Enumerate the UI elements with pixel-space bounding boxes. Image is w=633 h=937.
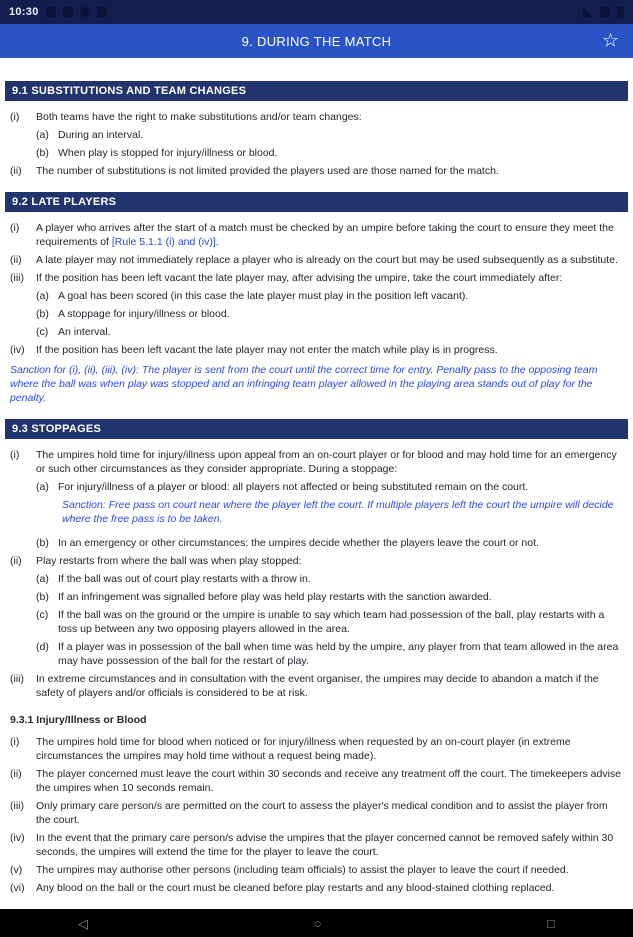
item-number: (iii) <box>10 272 24 284</box>
list-item <box>0 221 633 249</box>
subsection-heading: 9.3.1 Injury/Illness or Blood <box>10 714 147 726</box>
item-text-part: A player who arrives after the start of a match must be checked by an umpire before taking the court to ensure they meet the requirements of <box>36 222 614 248</box>
android-nav-bar <box>0 909 633 937</box>
home-icon[interactable]: ○ <box>313 915 322 931</box>
rule-section <box>0 192 633 405</box>
rule-section <box>0 81 633 178</box>
list-item <box>0 448 633 476</box>
item-text: A late player may not immediately replace a player who is already on the court but may be used subsequently as a substitute. <box>36 254 618 266</box>
item-text: If the position has been left vacant the late player may not enter the match while play is in progress. <box>36 344 498 356</box>
item-text: An interval. <box>58 326 111 338</box>
item-number: (d) <box>36 641 49 653</box>
item-number: (b) <box>36 591 49 603</box>
item-number: (ii) <box>10 165 22 177</box>
item-text: Play restarts from where the ball was when play stopped: <box>36 555 302 567</box>
list-item <box>26 608 633 636</box>
list-item <box>0 735 633 763</box>
list-item <box>26 289 633 303</box>
item-text: The number of substitutions is not limited provided the players used are those named for the match. <box>36 165 499 177</box>
item-number: (c) <box>36 326 49 338</box>
item-number: (b) <box>36 308 49 320</box>
app-notification-icon <box>97 7 107 17</box>
item-number: (a) <box>36 573 49 585</box>
status-bar <box>0 0 633 24</box>
item-number: (ii) <box>10 555 22 567</box>
wifi-icon <box>600 7 610 17</box>
sections-container <box>0 81 633 895</box>
section-heading-bar: 9.2 LATE PLAYERS <box>5 192 628 212</box>
item-text: For injury/illness of a player or blood: all players not affected or being substituted remain on the court. <box>58 481 529 493</box>
item-number: (i) <box>10 736 20 748</box>
item-text: If the ball was out of court play restarts with a throw in. <box>58 573 311 585</box>
page-title: 9. DURING THE MATCH <box>241 33 392 49</box>
list-item <box>0 799 633 827</box>
list-item <box>0 767 633 795</box>
battery-icon <box>617 7 624 18</box>
list-item <box>0 672 633 700</box>
section-heading-bar: 9.1 SUBSTITUTIONS AND TEAM CHANGES <box>5 81 628 101</box>
mail-icon <box>63 7 73 17</box>
item-text: The player concerned must leave the court within 30 seconds and receive any treatment off the court. The timekeepers advise the umpires when 10 seconds remain. <box>36 768 622 794</box>
location-icon <box>80 7 90 17</box>
item-number: (iii) <box>10 800 24 812</box>
list-item <box>0 110 633 124</box>
item-number: (ii) <box>10 768 22 780</box>
status-bar-left <box>9 6 107 18</box>
item-number: (b) <box>36 537 49 549</box>
list-item <box>26 480 633 494</box>
item-text: In the event that the primary care person/s advise the umpires that the player concerned cannot be removed safely within 30 seconds, the umpires will extend the time for the player to leave the court. <box>36 832 614 858</box>
sanction-note: Sanction: Free pass on court near where the player left the court. If multiple players left the court the umpire will decide where the free pass is to be taken. <box>62 499 614 525</box>
item-number: (i) <box>10 222 20 234</box>
item-number: (a) <box>36 481 49 493</box>
item-number: (v) <box>10 864 23 876</box>
list-item <box>0 554 633 568</box>
item-text: In an emergency or other circumstances: the umpires decide whether the players leave the court or not. <box>58 537 539 549</box>
item-number: (i) <box>10 449 20 461</box>
list-item <box>26 146 633 160</box>
list-item <box>26 128 633 142</box>
list-item <box>0 253 633 267</box>
item-number: (i) <box>10 111 20 123</box>
item-text: Only primary care person/s are permitted on the court to assess the player's medical condition and to assist the player from the court. <box>36 800 608 826</box>
clock: 10:30 <box>9 6 39 18</box>
signal-icon <box>583 7 593 17</box>
item-text: The umpires hold time for blood when noticed or for injury/illness when requested by an on-court player (in extreme circumstances the umpires may hold time without a request being made). <box>36 736 571 762</box>
item-number: (vi) <box>10 882 25 894</box>
item-text: During an interval. <box>58 129 144 141</box>
item-text: When play is stopped for injury/illness or blood. <box>58 147 278 159</box>
favorite-star-icon[interactable]: ☆ <box>601 30 619 52</box>
list-item <box>26 590 633 604</box>
list-item <box>26 325 633 339</box>
item-number: (a) <box>36 129 49 141</box>
list-item <box>26 307 633 321</box>
item-number: (iv) <box>10 832 25 844</box>
rules-document[interactable] <box>0 58 633 909</box>
list-item <box>0 881 633 895</box>
item-text: In extreme circumstances and in consultation with the event organiser, the umpires may decide to abandon a match if the safety of players and/or officials is considered to be at risk. <box>36 673 599 699</box>
item-text: Both teams have the right to make substitutions and/or team changes: <box>36 111 362 123</box>
item-number: (a) <box>36 290 49 302</box>
list-item <box>0 343 633 357</box>
item-number: (c) <box>36 609 49 621</box>
item-text: A goal has been scored (in this case the late player must play in the position left vacant). <box>58 290 469 302</box>
item-text-part: . <box>215 236 219 248</box>
item-text: Any blood on the ball or the court must be cleaned before play restarts and any blood-stained clothing replaced. <box>36 882 555 894</box>
item-text: A stoppage for injury/illness or blood. <box>58 308 230 320</box>
calendar-icon <box>46 7 56 17</box>
status-bar-right <box>583 7 624 18</box>
sanction-note: Sanction for (i), (ii), (iii), (iv): The player is sent from the court until the correct time for entry. Penalty pass to the opposing team where the ball was when play was stopped and an infringing team player allowed in the playing area stands out of play for the penalty. <box>10 364 598 404</box>
app-bar <box>0 24 633 58</box>
item-text: The umpires hold time for injury/illness upon appeal from an on-court player or for blood and may hold time for an emergency or such other circumstances as they consider appropriate. During a stoppage: <box>36 449 617 475</box>
item-text: If the ball was on the ground or the umpire is unable to say which team had possession of the ball, play restarts with a toss up between any two opposing players allowed in the area. <box>58 609 605 635</box>
item-number: (iv) <box>10 344 25 356</box>
list-item <box>26 536 633 550</box>
item-number: (ii) <box>10 254 22 266</box>
rule-section <box>0 419 633 895</box>
section-heading-bar: 9.3 STOPPAGES <box>5 419 628 439</box>
recents-icon[interactable]: □ <box>547 915 555 931</box>
item-number: (b) <box>36 147 49 159</box>
list-item <box>0 863 633 877</box>
item-text: The umpires may authorise other persons (including team officials) to assist the player to leave the court if needed. <box>36 864 569 876</box>
list-item <box>26 572 633 586</box>
back-icon[interactable]: ◁ <box>78 915 88 931</box>
item-text: If a player was in possession of the ball when time was held by the umpire, any player from that team allowed in the area may have possession of the ball for the restart of play. <box>58 641 619 667</box>
list-item <box>0 831 633 859</box>
list-item <box>0 271 633 285</box>
list-item <box>0 164 633 178</box>
item-number: (iii) <box>10 673 24 685</box>
item-text <box>36 221 625 249</box>
item-text: If the position has been left vacant the late player may, after advising the umpire, take the court immediately after: <box>36 272 563 284</box>
rule-reference-link[interactable]: [Rule 5.1.1 (i) and (iv)] <box>111 236 216 248</box>
list-item <box>26 640 633 668</box>
item-text: If an infringement was signalled before play was held play restarts with the sanction awarded. <box>58 591 492 603</box>
